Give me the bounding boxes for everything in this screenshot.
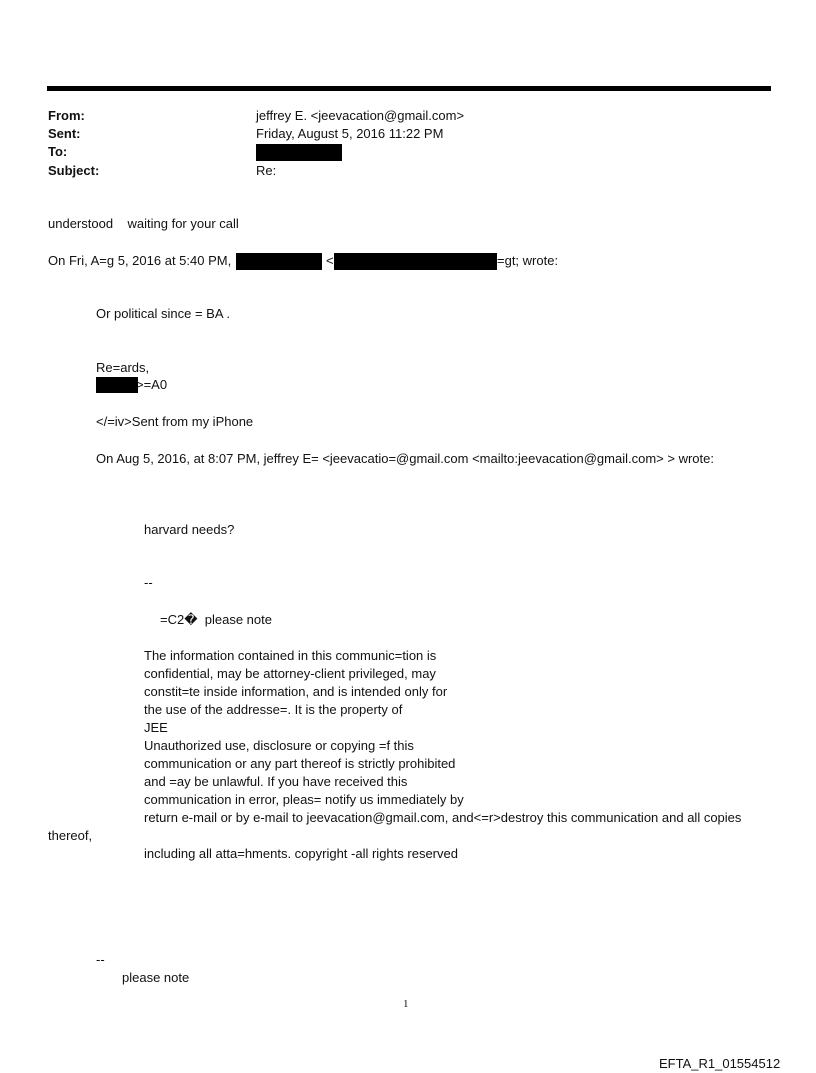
- iphone-line: </=iv>Sent from my iPhone: [96, 414, 254, 429]
- disclaimer-line-8: and =ay be unlawful. If you have received this: [144, 774, 408, 789]
- quote1-prefix: On Fri, A=g 5, 2016 at 5:40 PM,: [48, 253, 232, 268]
- disclaimer-line-2: confidential, may be attorney-client privileged, may: [144, 666, 436, 681]
- to-redaction: [256, 144, 342, 161]
- subject-value: Re:: [256, 163, 277, 178]
- quote2-line: On Aug 5, 2016, at 8:07 PM, jeffrey E= <jeevacatio=@gmail.com <mailto:jeevacation@gmail.com> > wrote:: [96, 451, 714, 466]
- sender-email-redaction: [334, 253, 497, 270]
- sender-name-redaction: [236, 253, 322, 270]
- dashes-1: --: [144, 575, 153, 590]
- subject-label: Subject:: [48, 163, 100, 178]
- disclaimer-line-6: Unauthorized use, disclosure or copying =f this: [144, 738, 414, 753]
- harvard-line: harvard needs?: [144, 522, 235, 537]
- disclaimer-line-3: constit=te inside information, and is intended only for: [144, 684, 448, 699]
- signature-redaction: [96, 377, 138, 393]
- disclaimer-line-1: The information contained in this communic=tion is: [144, 648, 437, 663]
- a0-text: >=A0: [136, 377, 168, 392]
- quote1-suffix: =gt; wrote:: [497, 253, 559, 268]
- disclaimer-line-9: communication in error, pleas= notify us immediately by: [144, 792, 464, 807]
- disclaimer-line-5: JEE: [144, 720, 168, 735]
- document-id: EFTA_R1_01554512: [659, 1056, 781, 1071]
- from-value: jeffrey E. <jeevacation@gmail.com>: [256, 108, 465, 123]
- c2-note-line: =C2� please note: [160, 612, 272, 627]
- disclaimer-line-7: communication or any part thereof is strictly prohibited: [144, 756, 456, 771]
- sent-label: Sent:: [48, 126, 81, 141]
- dashes-2: --: [96, 952, 105, 967]
- from-label: From:: [48, 108, 85, 123]
- quote1-lt: <: [326, 253, 334, 268]
- political-line: Or political since = BA .: [96, 306, 231, 321]
- please-note-line: please note: [122, 970, 190, 985]
- reply-text: understood waiting for your call: [48, 216, 239, 231]
- attachments-line: including all atta=hments. copyright -all rights reserved: [144, 846, 458, 861]
- header-rule: [47, 86, 771, 91]
- page-number: 1: [403, 998, 409, 1010]
- disclaimer-line-10: return e-mail or by e-mail to jeevacation@gmail.com, and<=r>destroy this communication and all copies: [144, 810, 742, 825]
- sent-value: Friday, August 5, 2016 11:22 PM: [256, 126, 444, 141]
- to-label: To:: [48, 144, 68, 159]
- disclaimer-line-4: the use of the addresse=. It is the property of: [144, 702, 403, 717]
- thereof-line: thereof,: [48, 828, 93, 843]
- regards-line: Re=ards,: [96, 360, 150, 375]
